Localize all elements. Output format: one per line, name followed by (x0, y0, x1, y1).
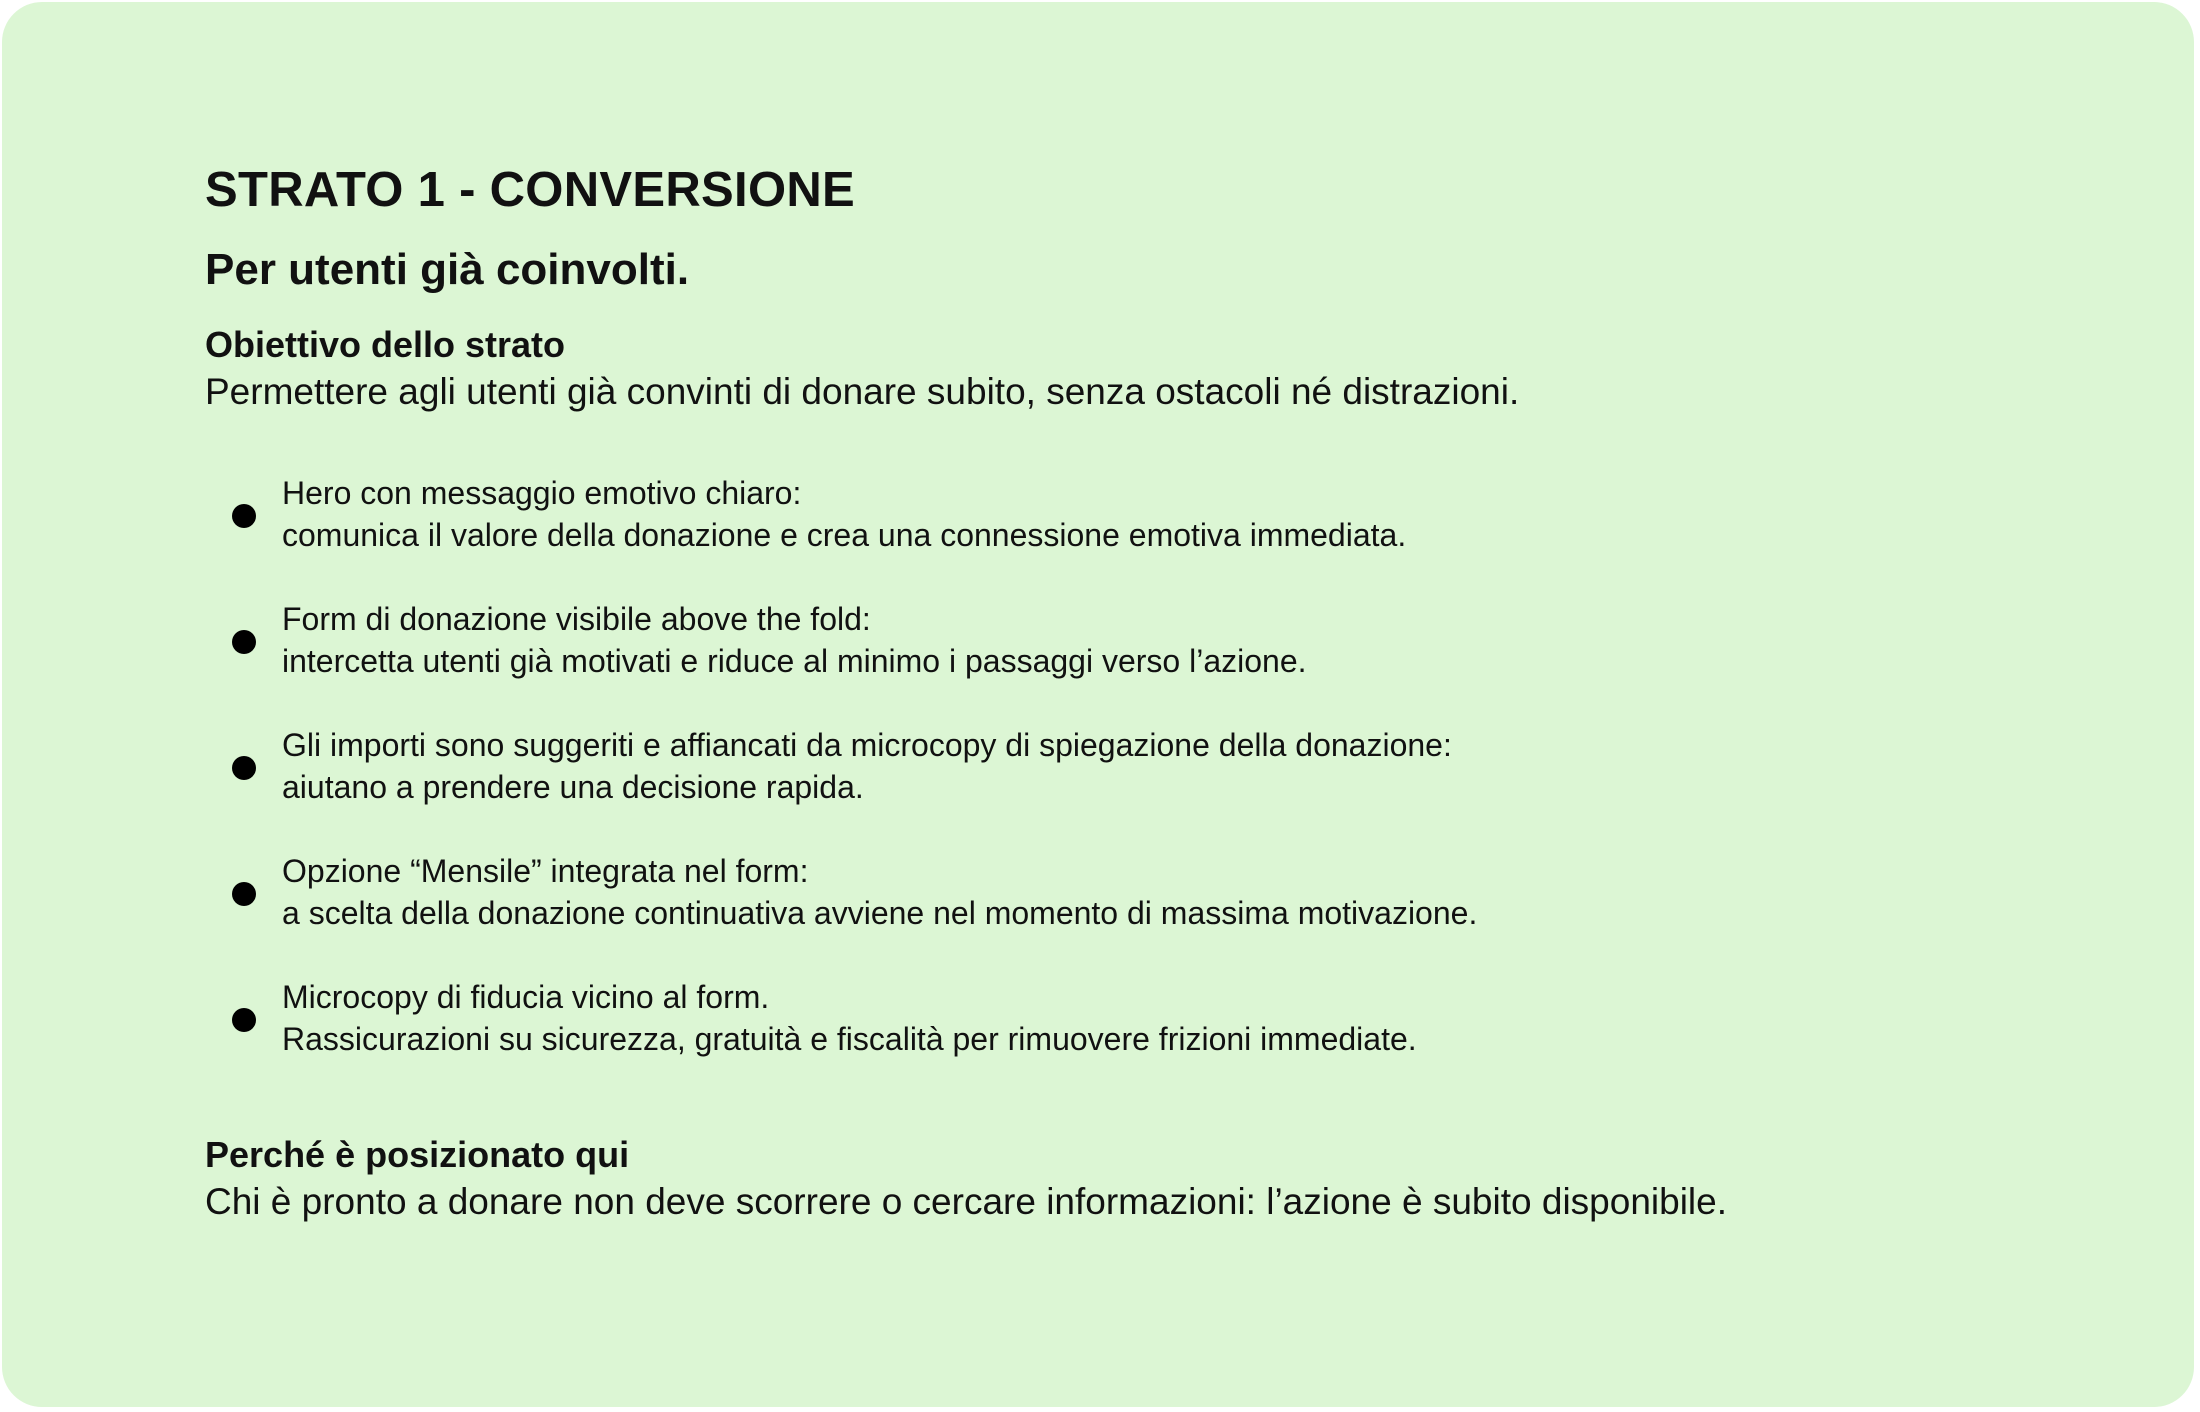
bullet-title: Microcopy di fiducia vicino al form. (282, 979, 770, 1015)
bullet-dot-icon (232, 882, 256, 906)
bullet-description: Rassicurazioni su sicurezza, gratuità e fiscalità per rimuovere frizioni immediate. (282, 1021, 1417, 1057)
bullet-dot-icon (232, 630, 256, 654)
list-item (205, 472, 2105, 556)
bullet-dot-icon (232, 1008, 256, 1032)
bullet-list (205, 472, 2105, 1060)
why-text: Chi è pronto a donare non deve scorrere o cercare informazioni: l’azione è subito disponibile. (205, 1181, 1727, 1222)
list-item (205, 850, 2105, 934)
objective-heading: Obiettivo dello strato (205, 324, 566, 365)
bullet-description: aiutano a prendere una decisione rapida. (282, 769, 864, 805)
page-title: STRATO 1 - CONVERSIONE (205, 163, 856, 217)
content-card (2, 2, 2194, 1407)
why-heading: Perché è posizionato qui (205, 1134, 630, 1175)
bullet-description: intercetta utenti già motivati e riduce al minimo i passaggi verso l’azione. (282, 643, 1307, 679)
objective-section (205, 322, 2105, 416)
bullet-title: Opzione “Mensile” integrata nel form: (282, 853, 809, 889)
card-content (205, 160, 2105, 1226)
bullet-title: Gli importi sono suggeriti e affiancati da microcopy di spiegazione della donazione: (282, 727, 1452, 763)
list-item (205, 976, 2105, 1060)
list-item (205, 724, 2105, 808)
bullet-description: comunica il valore della donazione e crea una connessione emotiva immediata. (282, 517, 1407, 553)
bullet-dot-icon (232, 756, 256, 780)
list-item (205, 598, 2105, 682)
bullet-description: a scelta della donazione continuativa avviene nel momento di massima motivazione. (282, 895, 1478, 931)
bullet-title: Hero con messaggio emotivo chiaro: (282, 475, 802, 511)
why-section (205, 1132, 2105, 1226)
page-subtitle: Per utenti già coinvolti. (205, 245, 690, 294)
bullet-dot-icon (232, 504, 256, 528)
bullet-title: Form di donazione visibile above the fold: (282, 601, 871, 637)
objective-text: Permettere agli utenti già convinti di donare subito, senza ostacoli né distrazioni. (205, 371, 1520, 412)
